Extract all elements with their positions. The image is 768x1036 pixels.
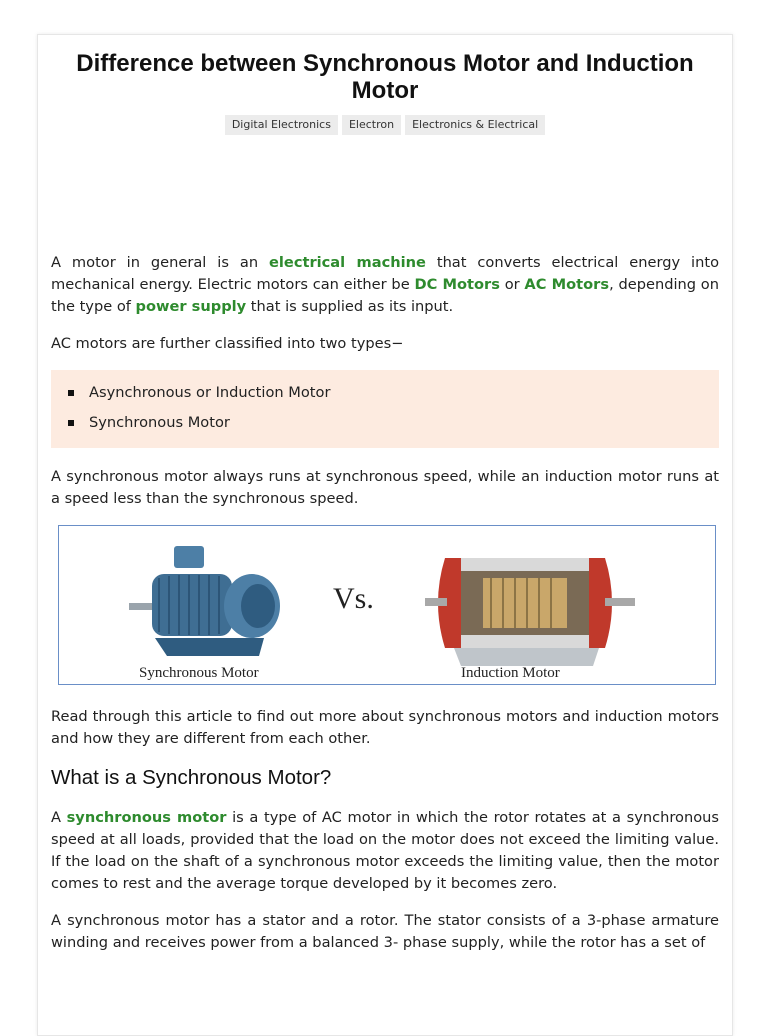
link-synchronous-motor[interactable]: synchronous motor xyxy=(66,809,227,826)
intro-text: or xyxy=(499,276,525,293)
article-title: Difference between Synchronous Motor and Induction Motor xyxy=(76,50,694,104)
induction-motor-illustration xyxy=(425,558,635,666)
list-item xyxy=(68,382,719,404)
motor-comparison-figure xyxy=(58,525,716,685)
link-ac-motors[interactable]: AC Motors xyxy=(524,276,610,293)
read-more-paragraph: Read through this article to find out more about synchronous motors and induction motors and how they are different from each other. xyxy=(51,708,719,747)
section-heading-synchronous-motor: What is a Synchronous Motor? xyxy=(51,766,332,789)
types-list-box xyxy=(51,370,719,448)
intro-paragraph xyxy=(51,252,719,318)
types-list xyxy=(51,382,719,434)
list-item xyxy=(68,412,719,434)
types-intro: AC motors are further classified into two types− xyxy=(51,335,404,352)
article-content xyxy=(51,50,719,969)
tag-list xyxy=(51,115,719,135)
intro-text: that is supplied as its input. xyxy=(246,298,454,315)
motor-illustrations xyxy=(59,526,715,684)
speed-paragraph: A synchronous motor always runs at synchronous speed, while an induction motor runs at a speed less than the synchronous speed. xyxy=(51,468,719,507)
paragraph-text: A xyxy=(51,809,67,826)
synchronous-motor-illustration xyxy=(129,546,280,656)
list-item-label: Asynchronous or Induction Motor xyxy=(89,384,331,401)
tag-electronics-electrical[interactable]: Electronics & Electrical xyxy=(405,115,545,135)
bullet-icon xyxy=(68,390,74,396)
ad-placeholder xyxy=(51,135,719,252)
stator-paragraph: A synchronous motor has a stator and a rotor. The stator consists of a 3-phase armature winding and receives power from a balanced 3- phase supply, while the rotor has a set of xyxy=(51,912,719,951)
link-power-supply[interactable]: power supply xyxy=(135,298,247,315)
paragraph-text: is a type of AC motor in which the rotor rotates at a synchronous speed at all loads, provided that the load on the motor does not exceed the limiting value. If the load on the shaft of a synchronous motor exceeds the limiting value, then the motor comes to rest and the average torque developed by it becomes zero. xyxy=(51,809,719,892)
synchronous-motor-paragraph xyxy=(51,807,719,895)
link-electrical-machine[interactable]: electrical machine xyxy=(269,254,426,271)
synchronous-motor-caption: Synchronous Motor xyxy=(139,665,259,681)
intro-text: , depending on the type of xyxy=(51,276,719,315)
vs-label: Vs. xyxy=(333,582,374,615)
link-dc-motors[interactable]: DC Motors xyxy=(414,276,500,293)
tag-digital-electronics[interactable]: Digital Electronics xyxy=(225,115,338,135)
intro-text: A motor in general is an xyxy=(51,254,270,271)
induction-motor-caption: Induction Motor xyxy=(461,665,560,681)
tag-electron[interactable]: Electron xyxy=(342,115,401,135)
intro-text: that converts electrical energy into mechanical energy. Electric motors can either be xyxy=(51,254,719,293)
list-item-label: Synchronous Motor xyxy=(89,414,230,431)
bullet-icon xyxy=(68,420,74,426)
